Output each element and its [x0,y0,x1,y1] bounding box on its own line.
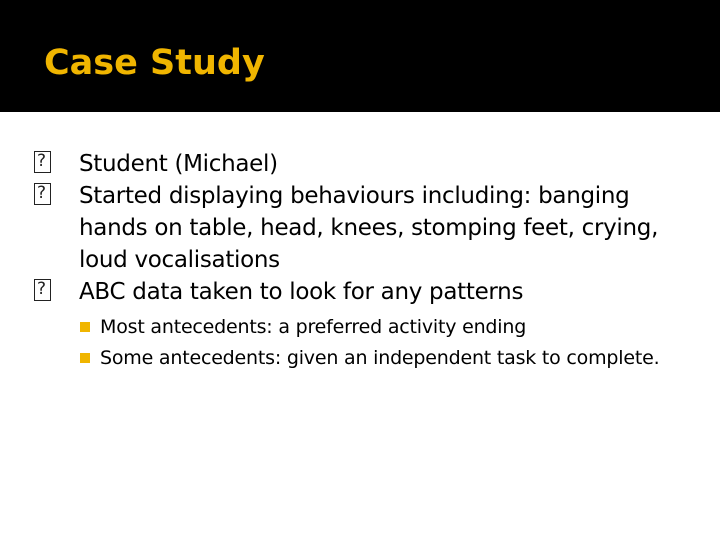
sub-bullet-item [34,312,694,343]
bullet-text: Started displaying behaviours including: banging hands on table, head, knees, stomping feet, crying, loud vocalisations [79,183,659,273]
title-bar [0,0,720,112]
missing-glyph-icon [34,279,51,301]
square-bullet-icon [80,353,90,363]
bullet-item [34,148,694,180]
square-bullet-icon [80,322,90,332]
sub-bullet-text: Most antecedents: a preferred activity ending [100,316,527,338]
bullet-text: Student (Michael) [79,151,278,177]
bullet-item [34,180,694,276]
sub-bullet-text: Some antecedents: given an independent task to complete. [100,347,660,369]
sub-bullet-item [34,343,694,374]
missing-glyph-icon [34,183,51,205]
bullet-item [34,276,694,308]
missing-glyph-icon [34,151,51,173]
slide-content [34,148,694,374]
bullet-text: ABC data taken to look for any patterns [79,279,524,305]
slide-title: Case Study [44,43,265,83]
